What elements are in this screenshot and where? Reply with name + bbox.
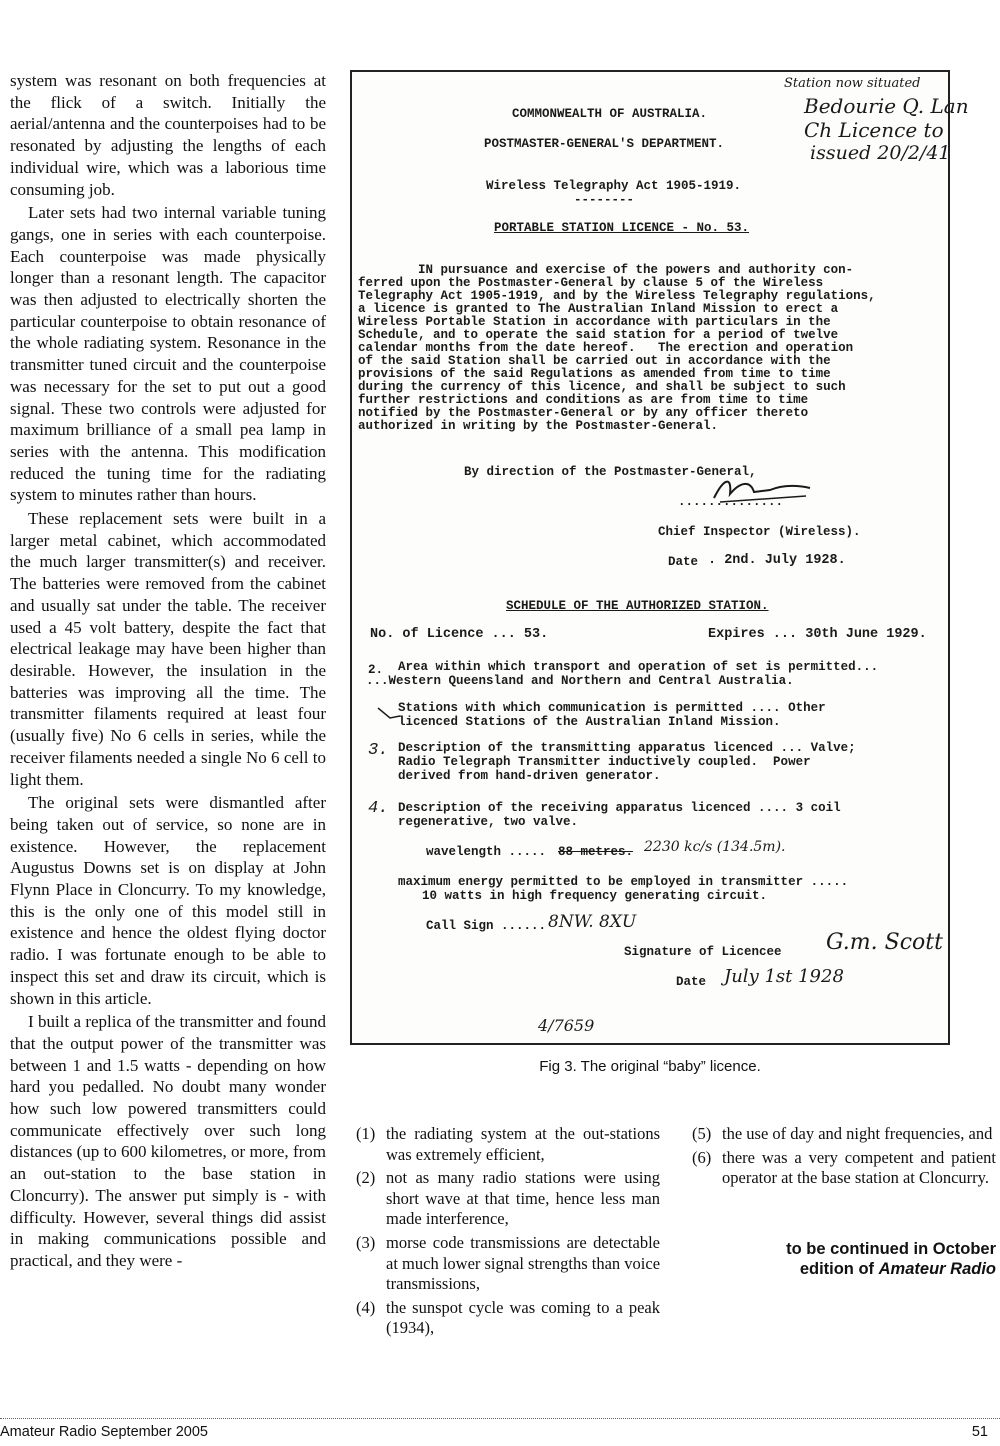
schedule-receiver-line: regenerative, two valve.	[398, 815, 579, 829]
licence-body-line: calendar months from the date hereof. The erection and operation	[358, 341, 854, 355]
licence-body-line: provisions of the said Regulations as amended from time to time	[358, 367, 831, 381]
schedule-expires: Expires ... 30th June 1929.	[708, 627, 927, 642]
schedule-call-sign-label: Call Sign ......	[426, 919, 547, 933]
list-item	[356, 1168, 660, 1230]
licence-signature-label: Signature of Licencee	[624, 945, 782, 959]
licence-dots: ..............	[678, 495, 784, 509]
licence-body-line: Wireless Portable Station in accordance with particulars in the	[358, 315, 831, 329]
licence-header-commonwealth: COMMONWEALTH OF AUSTRALIA.	[512, 107, 708, 121]
licence-body-line: IN pursuance and exercise of the powers and authority con-	[358, 263, 854, 277]
licence-body-line: Schedule, and to operate the said station for a period of twelve	[358, 328, 839, 342]
figure-caption: Fig 3. The original “baby” licence.	[539, 1058, 761, 1075]
list-item-number: (3)	[356, 1232, 376, 1252]
licence-act-title: Wireless Telegraphy Act 1905-1919.	[486, 179, 742, 193]
list-item-text: there was a very competent and patient operator at the base station at Cloncurry.	[722, 1147, 996, 1188]
continued-line-2	[692, 1259, 996, 1279]
list-item-text: the use of day and night frequencies, and	[722, 1124, 993, 1143]
list-item-text: the radiating system at the out-stations was extremely efficient,	[386, 1124, 660, 1164]
footer-publication: Amateur Radio September 2005	[0, 1424, 208, 1440]
schedule-transmitter-line: Radio Telegraph Transmitter inductively coupled. Power	[398, 755, 811, 769]
tick-mark	[376, 704, 402, 724]
licence-header-department: POSTMASTER-GENERAL'S DEPARTMENT.	[484, 137, 725, 151]
continued-line-1: to be continued in October	[786, 1240, 996, 1258]
schedule-wavelength-label: wavelength .....	[426, 845, 547, 859]
licencee-signature: G.m. Scott	[826, 930, 943, 955]
list-item	[692, 1148, 996, 1189]
licence-reference-number: 4/7659	[538, 1016, 595, 1035]
licence-body-line: authorized in writing by the Postmaster-General.	[358, 419, 719, 433]
schedule-wavelength-struck: 88 metres.	[558, 845, 634, 859]
schedule-stations-line: Stations with which communication is permitted .... Other	[398, 701, 826, 715]
assist-list-right	[692, 1124, 996, 1192]
list-item-number: (2)	[356, 1168, 376, 1188]
paragraph: These replacement sets were built in a larger metal cabinet, which accommodated the much larger transmitter(s) and receiver. The batteries were removed from the cabinet and usually sat under the table. The receiver used a 45 volt battery, despite the fact that electrical leakage may have been higher than desirable. However, the insulation in the batteries was improving all the time. The transmitter filaments required at least four (usually five) No 6 cells in series, while the receiver filaments needed a single No 6 cell to light them.	[10, 509, 326, 789]
list-item-number: (6)	[692, 1147, 712, 1167]
footer-divider	[0, 1418, 1000, 1419]
schedule-call-sign-value: 8NW. 8XU	[548, 912, 637, 932]
licence-body-line: a licence is granted to The Australian Inland Mission to erect a	[358, 302, 839, 316]
licence-direction: By direction of the Postmaster-General,	[464, 465, 757, 479]
list-item-number: (1)	[356, 1124, 376, 1143]
licence-body-line: of the said Station shall be carried out in accordance with the	[358, 354, 831, 368]
list-item	[356, 1233, 660, 1295]
schedule-item-number: 2.	[368, 663, 384, 677]
magazine-name: Amateur Radio	[878, 1260, 996, 1278]
licence-document-image	[350, 70, 969, 1045]
licence-body-line: ferred upon the Postmaster-General by clause 5 of the Wireless	[358, 276, 824, 290]
list-item	[356, 1124, 660, 1165]
paragraph: system was resonant on both frequencies at the flick of a switch. Initially the aerial/antenna and the counterpoises had to be resonated by adjusting the lengths of each individual wire, which was a laborious time consuming job.	[10, 71, 326, 199]
paragraph: The original sets were dismantled after being taken out of service, so none are in existence. However, the replacement Augustus Downs set is on display at John Flynn Place in Cloncurry. To my knowledge, this is the only one of this model still in existence and hence the oldest flying doctor radio. I was fortunate enough to be able to inspect this set and draw its circuit, which is shown in this article.	[10, 793, 326, 1008]
schedule-transmitter-line: Description of the transmitting apparatus licenced ... Valve;	[398, 741, 856, 755]
licence-body-line: Telegraphy Act 1905-1919, and by the Wireless Telegraphy regulations,	[358, 289, 876, 303]
paragraph: I built a replica of the transmitter and found that the output power of the transmitter was between 1 and 1.5 watts - depending on how hard you pedalled. No doubt many wonder how such low powered transmitters could communicate effectively over such long distances (up to 600 kilometres, or more, from an out-station to the base station in Cloncurry). The answer put simply is - with difficulty. However, several things did assist in making communications possible and practical, and they were -	[10, 1012, 326, 1270]
schedule-item-number-hand: 3.	[368, 741, 389, 760]
continued-prefix: edition of	[799, 1260, 879, 1278]
inspector-signature-scribble	[710, 474, 820, 504]
assist-list-left	[356, 1124, 660, 1342]
list-item-text: morse code transmissions are detectable at much lower signal strengths than voice transmissions,	[386, 1232, 661, 1294]
schedule-transmitter-line: derived from hand-driven generator.	[398, 769, 661, 783]
schedule-area-line: Area within which transport and operation of set is permitted...	[398, 660, 879, 674]
licence-date2-value: July 1st 1928	[724, 966, 844, 987]
handwritten-note-line: Ch Licence to	[804, 118, 944, 142]
schedule-receiver-line: Description of the receiving apparatus licenced .... 3 coil	[398, 801, 841, 815]
schedule-area-line: ...Western Queensland and Northern and Central Australia.	[366, 674, 794, 688]
schedule-item-number-hand: 4.	[368, 799, 389, 818]
licence-date-label: Date	[668, 555, 699, 569]
list-item	[692, 1124, 996, 1145]
licence-date-value: . 2nd. July 1928.	[708, 553, 846, 568]
licence-chief-inspector: Chief Inspector (Wireless).	[658, 525, 861, 539]
to-be-continued-note	[692, 1239, 996, 1279]
schedule-licence-number: No. of Licence ... 53.	[370, 627, 549, 642]
paragraph: Later sets had two internal variable tuning gangs, one in series with each counterpoise. Each counterpoise was made physically longer than a resonant length. The capacitor was then adjusted to electrically shorten the particular counterpoise to obtain resonance of the whole radiating system. Resonance in the transmitter tuned circuit and the counterpoise was necessary for the set to put out a good signal. These two controls were adjusted for maximum brilliance of a small pea lamp in series with the antenna. This modification reduced the tuning time for the radiating system to minutes rather than hours.	[10, 203, 326, 505]
list-item-number: (4)	[356, 1297, 376, 1317]
schedule-stations-line: licenced Stations of the Australian Inland Mission.	[398, 715, 781, 729]
list-item	[356, 1298, 660, 1339]
licence-act-rule: --------	[574, 193, 635, 207]
licence-body-line: notified by the Postmaster-General or by any officer thereto	[358, 406, 809, 420]
licence-body-line: further restrictions and conditions as are from time to time	[358, 393, 809, 407]
licence-title: PORTABLE STATION LICENCE - No. 53.	[494, 221, 750, 235]
schedule-title: SCHEDULE OF THE AUTHORIZED STATION.	[506, 599, 769, 613]
article-left-column	[10, 70, 326, 1272]
handwritten-note-line: issued 20/2/41	[810, 142, 951, 164]
licence-body-line: during the currency of this licence, and shall be subject to such	[358, 380, 846, 394]
licence-date2-label: Date	[676, 975, 707, 989]
handwritten-note-line: Station now situated	[784, 76, 921, 91]
list-item-number: (5)	[692, 1124, 712, 1143]
schedule-max-energy-line: 10 watts in high frequency generating circuit.	[422, 889, 768, 903]
schedule-max-energy-line: maximum energy permitted to be employed in transmitter .....	[398, 875, 849, 889]
page-number: 51	[971, 1424, 988, 1440]
list-item-text: the sunspot cycle was coming to a peak (1934),	[386, 1297, 660, 1338]
schedule-wavelength-handwritten: 2230 kc/s (134.5m).	[644, 839, 786, 855]
handwritten-note-line: Bedourie Q. Lan	[804, 94, 969, 118]
list-item-text: not as many radio stations were using short wave at that time, hence less man made interference,	[386, 1168, 660, 1229]
